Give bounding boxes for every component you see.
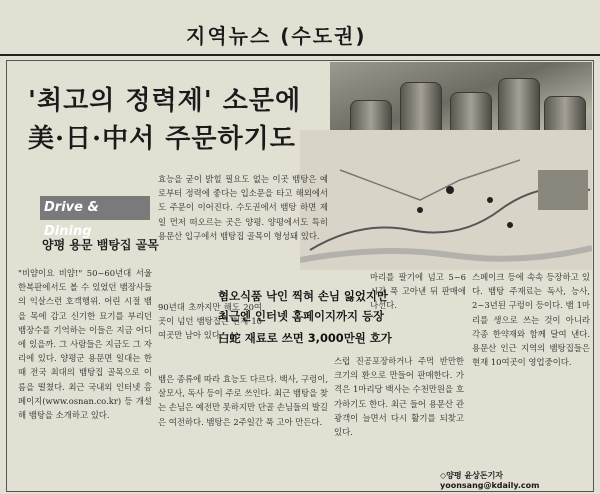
headline-line-1: '최고의 정력제' 소문에 bbox=[28, 86, 302, 116]
map-marker bbox=[417, 207, 423, 213]
map-marker bbox=[446, 186, 454, 194]
body-text: "비얌이요 비얌!" 50~60년대 서울 한복판에서도 볼 수 있었던 뱀장사들의 익살스런 호객행위. 어린 시절 뱀을 목에 감고 신기한 묘기를 부리던 뱀장수를 기억하는 이들은 지금 어디에 있을까. 그 사람들은 지금도 그 자리에 있다. 양평군 용문면 일대는 한때 전국 최대의 뱀탕집 골목으로 이름을 떨쳤다. 최근 국내외 인터넷 홈페이지(www.osnan.co.kr) 등 개설해 뱀탕을 소개하고 있다. bbox=[18, 268, 152, 421]
body-text: 스럽 진공포장하거나 주먹 반만한 크기의 환으로 만들어 판매한다. 가격은 1마리당 백사는 수천만원을 호가하기도 한다. 최근 들어 용문산 관광객이 늘면서 다시 활기를 되찾고 있다. bbox=[334, 356, 464, 438]
body-text: 90년대 초까지만 해도 20여곳이 넘던 뱀탕집은 현재 10여곳만 남아 있다. bbox=[158, 302, 262, 341]
body-column-3b bbox=[334, 354, 464, 488]
pull-quote-1: 혐오식품 낙인 찍혀 손님 잃었지만 bbox=[218, 289, 388, 303]
body-text: 마리를 팔기에 넘고 5~6 시간 푹 고아낸 뒤 판매에 나선다. bbox=[370, 272, 466, 311]
location-map bbox=[300, 130, 592, 270]
body-text: 스페이크 등에 속속 등장하고 있다. 뱀탕 주재료는 독사, 능사, 2~3년된 구렁이 등이다. 뱀 1마리를 생으로 쓰는 것이 아니라 각종 한약재와 함께 달여 낸다. 용문산 인근 지역의 뱀탕집들은 현재 10여곳이 영업중이다. bbox=[472, 272, 590, 368]
pull-quote-3: 白蛇 재료로 쓰면 3,000만원 호가 bbox=[218, 331, 392, 345]
byline: ◇양평 윤상돈기자 yoonsang@kdaily.com bbox=[440, 471, 540, 490]
body-text: 효능을 굳이 밝힐 필요도 없는 이곳 뱀탕은 예로부터 정력에 좋다는 입소문을 타고 해외에서도 주문이 이어진다. 수도권에서 뱀탕 하면 제일 먼저 떠오르는 곳은 양평. 양평에서도 특히 용문산 입구에서 뱀탕집 골목이 형성돼 있다. bbox=[158, 174, 328, 241]
body-column-2c bbox=[158, 372, 328, 487]
pull-quote-2: 최근엔 인터넷 홈페이지까지 등장 bbox=[218, 309, 384, 323]
body-column-4 bbox=[472, 270, 590, 460]
article-subhead: 양평 용문 뱀탕집 골목 bbox=[42, 238, 159, 252]
map-marker bbox=[507, 222, 513, 228]
section-header bbox=[0, 8, 600, 56]
map-marker bbox=[487, 197, 493, 203]
map-inset-photo bbox=[538, 170, 588, 210]
headline-line-2: 美·日·中서 주문하기도 bbox=[28, 124, 296, 154]
column-badge: Drive & Dining bbox=[40, 196, 150, 220]
body-column-1 bbox=[18, 266, 152, 486]
section-title: 지역뉴스 (수도권) bbox=[186, 24, 367, 48]
body-text: 뱀은 종류에 따라 효능도 다르다. 백사, 구렁이, 살모사, 독사 등이 주로 쓰인다. 최근 뱀탕을 찾는 손님은 예전만 못하지만 단골 손님들의 발길은 여전하다. 뱀탕은 2주일간 푹 고아 만든다. bbox=[158, 374, 328, 427]
